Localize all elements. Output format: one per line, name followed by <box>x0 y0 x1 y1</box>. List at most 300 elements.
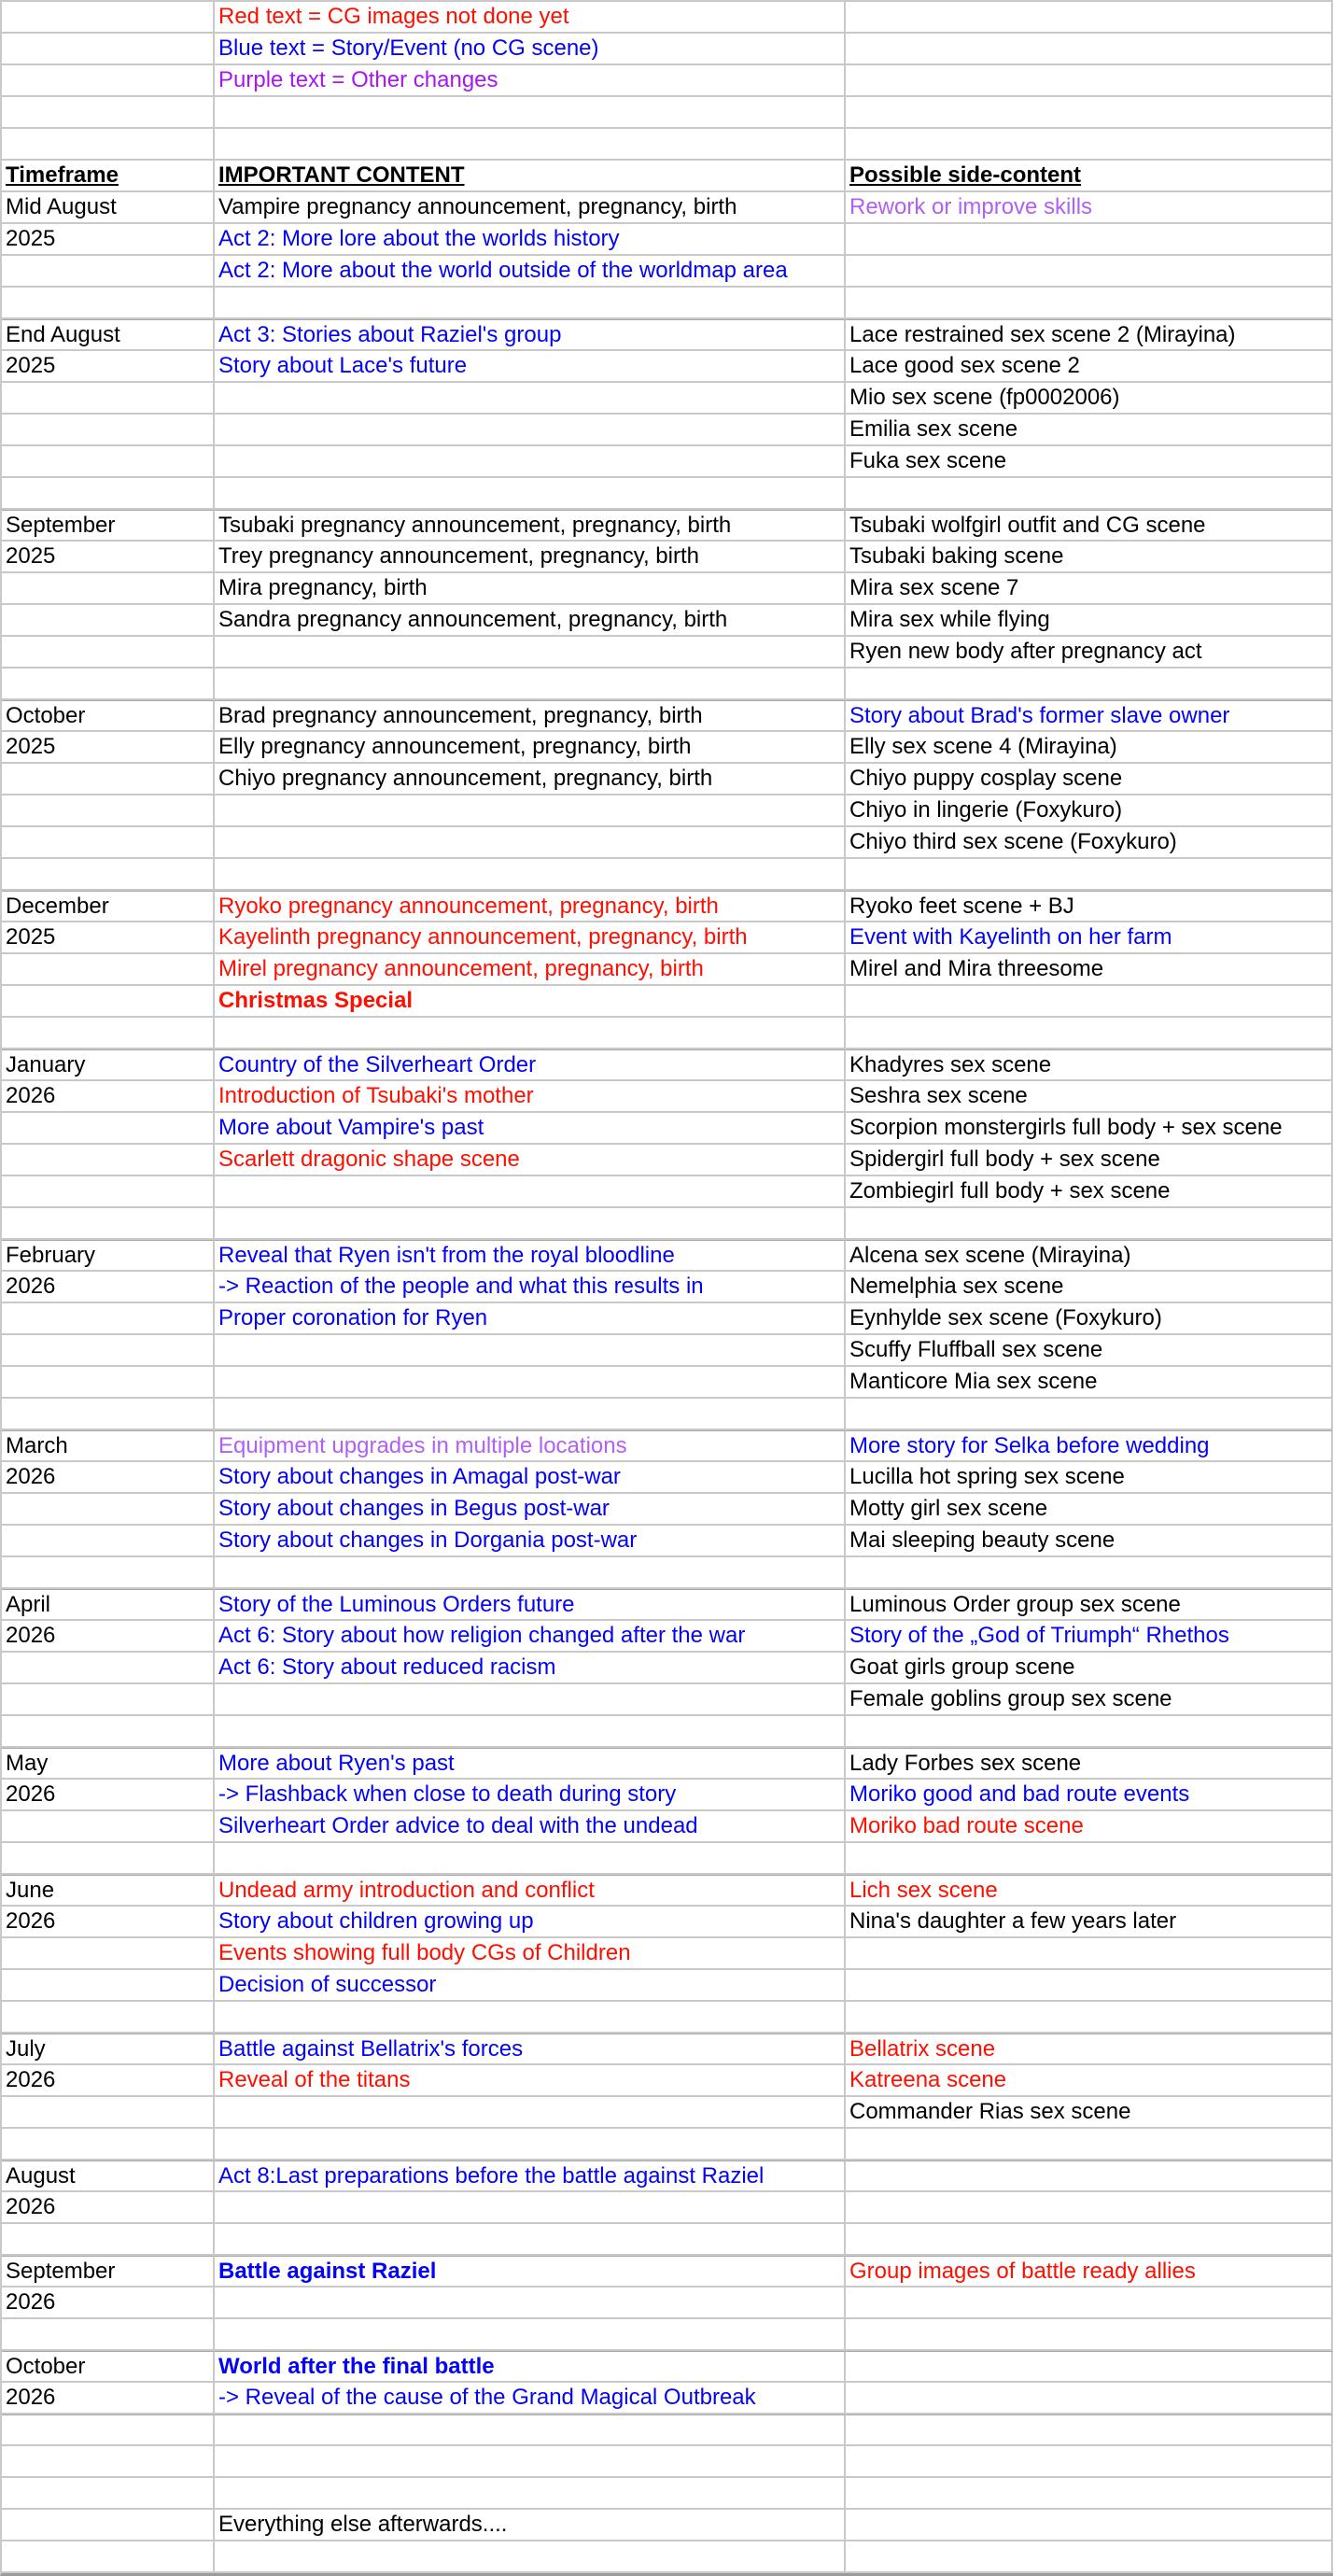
timeframe-cell <box>2 65 215 97</box>
side-content-cell: Emilia sex scene <box>846 415 1333 446</box>
important-content-cell: Vampire pregnancy announcement, pregnancy, birth <box>215 192 846 224</box>
timeframe-cell: 2026 <box>2 1621 215 1653</box>
table-row <box>2 1367 1333 1399</box>
timeframe-cell <box>2 1176 215 1208</box>
important-content-cell: Act 3: Stories about Raziel's group <box>215 319 846 351</box>
timeframe-cell: September <box>2 2256 215 2287</box>
legend-row <box>2 65 1333 97</box>
important-content-cell: Trey pregnancy announcement, pregnancy, birth <box>215 542 846 573</box>
side-content-cell: Luminous Order group sex scene <box>846 1589 1333 1621</box>
important-content-cell: Act 6: Story about reduced racism <box>215 1653 846 1684</box>
table-row <box>2 256 1333 288</box>
table-row <box>2 2002 1333 2034</box>
timeframe-cell <box>2 1526 215 1557</box>
side-content-cell: Moriko bad route scene <box>846 1811 1333 1843</box>
side-content-cell <box>846 129 1333 161</box>
table-row <box>2 2161 1333 2192</box>
side-content-cell <box>846 2478 1333 2510</box>
timeframe-cell: October <box>2 700 215 732</box>
important-content-cell: Elly pregnancy announcement, pregnancy, birth <box>215 732 846 764</box>
side-content-cell <box>846 2319 1333 2351</box>
timeframe-cell: 2025 <box>2 542 215 573</box>
timeframe-cell <box>2 446 215 478</box>
timeframe-cell: 2026 <box>2 2287 215 2319</box>
table-body <box>2 2 1333 2573</box>
side-content-cell: Mira sex while flying <box>846 605 1333 637</box>
side-content-cell: Spidergirl full body + sex scene <box>846 1145 1333 1176</box>
timeframe-cell <box>2 954 215 986</box>
timeframe-cell <box>2 986 215 1018</box>
important-content-cell: Kayelinth pregnancy announcement, pregnancy, birth <box>215 922 846 954</box>
timeframe-cell: April <box>2 1589 215 1621</box>
timeframe-cell <box>2 256 215 288</box>
important-content-cell: Purple text = Other changes <box>215 65 846 97</box>
side-content-cell: Mirel and Mira threesome <box>846 954 1333 986</box>
table-row <box>2 224 1333 256</box>
timeframe-cell: Timeframe <box>2 161 215 192</box>
table-row <box>2 2192 1333 2224</box>
timeframe-cell: 2026 <box>2 1780 215 1811</box>
timeframe-cell: Mid August <box>2 192 215 224</box>
side-content-cell: Rework or improve skills <box>846 192 1333 224</box>
side-content-cell <box>846 2510 1333 2541</box>
timeframe-cell <box>2 1145 215 1176</box>
important-content-cell <box>215 859 846 891</box>
important-content-cell <box>215 2224 846 2256</box>
side-content-cell <box>846 1716 1333 1748</box>
table-row <box>2 129 1333 161</box>
table-row <box>2 2478 1333 2510</box>
important-content-cell: Blue text = Story/Event (no CG scene) <box>215 34 846 65</box>
side-content-cell <box>846 478 1333 510</box>
side-content-cell <box>846 2541 1333 2573</box>
timeframe-cell <box>2 1208 215 1240</box>
important-content-cell: World after the final battle <box>215 2351 846 2383</box>
important-content-cell: Act 6: Story about how religion changed after the war <box>215 1621 846 1653</box>
important-content-cell: Mirel pregnancy announcement, pregnancy, birth <box>215 954 846 986</box>
timeframe-cell <box>2 97 215 129</box>
important-content-cell: Story about Lace's future <box>215 351 846 383</box>
side-content-cell: Chiyo third sex scene (Foxykuro) <box>846 827 1333 859</box>
table-row <box>2 2256 1333 2287</box>
important-content-cell <box>215 2129 846 2161</box>
table-row <box>2 2510 1333 2541</box>
important-content-cell <box>215 795 846 827</box>
timeframe-cell <box>2 1716 215 1748</box>
timeframe-cell <box>2 637 215 669</box>
table-row <box>2 351 1333 383</box>
timeframe-cell: 2026 <box>2 2192 215 2224</box>
table-row <box>2 97 1333 129</box>
timeframe-cell: 2025 <box>2 922 215 954</box>
important-content-cell: Everything else afterwards.... <box>215 2510 846 2541</box>
side-content-cell <box>846 1399 1333 1430</box>
timeframe-cell: February <box>2 1240 215 1272</box>
table-row <box>2 700 1333 732</box>
side-content-cell: Katreena scene <box>846 2065 1333 2097</box>
timeframe-cell <box>2 827 215 859</box>
side-content-cell: Story about Brad's former slave owner <box>846 700 1333 732</box>
timeframe-cell <box>2 1113 215 1145</box>
table-row <box>2 2541 1333 2573</box>
table-row <box>2 2383 1333 2414</box>
table-row <box>2 510 1333 542</box>
timeframe-cell <box>2 1494 215 1526</box>
timeframe-cell: 2025 <box>2 224 215 256</box>
important-content-cell: Scarlett dragonic shape scene <box>215 1145 846 1176</box>
table-row <box>2 605 1333 637</box>
table-row <box>2 1653 1333 1684</box>
legend-row <box>2 2 1333 34</box>
table-row <box>2 1970 1333 2002</box>
side-content-cell: Moriko good and bad route events <box>846 1780 1333 1811</box>
important-content-cell <box>215 2319 846 2351</box>
important-content-cell <box>215 2478 846 2510</box>
side-content-cell: Ryen new body after pregnancy act <box>846 637 1333 669</box>
important-content-cell <box>215 1399 846 1430</box>
important-content-cell <box>215 1335 846 1367</box>
side-content-cell <box>846 1557 1333 1589</box>
table-row <box>2 827 1333 859</box>
important-content-cell <box>215 2002 846 2034</box>
important-content-cell: More about Ryen's past <box>215 1748 846 1780</box>
table-row <box>2 1303 1333 1335</box>
side-content-cell: Mai sleeping beauty scene <box>846 1526 1333 1557</box>
important-content-cell: Act 2: More about the world outside of the worldmap area <box>215 256 846 288</box>
timeframe-cell <box>2 2478 215 2510</box>
table-row <box>2 2446 1333 2478</box>
table-row <box>2 1843 1333 1875</box>
table-row <box>2 1462 1333 1494</box>
table-row <box>2 1907 1333 1938</box>
important-content-cell <box>215 1367 846 1399</box>
side-content-cell: Chiyo puppy cosplay scene <box>846 764 1333 795</box>
side-content-cell <box>846 2224 1333 2256</box>
table-row <box>2 669 1333 700</box>
table-row <box>2 288 1333 319</box>
side-content-cell: More story for Selka before wedding <box>846 1430 1333 1462</box>
table-row <box>2 1208 1333 1240</box>
important-content-cell <box>215 1176 846 1208</box>
important-content-cell: Story about changes in Begus post-war <box>215 1494 846 1526</box>
timeframe-cell: March <box>2 1430 215 1462</box>
important-content-cell: Battle against Bellatrix's forces <box>215 2034 846 2065</box>
important-content-cell: Tsubaki pregnancy announcement, pregnancy, birth <box>215 510 846 542</box>
important-content-cell <box>215 129 846 161</box>
important-content-cell <box>215 2541 846 2573</box>
timeframe-cell <box>2 1367 215 1399</box>
table-row <box>2 2414 1333 2446</box>
table-row <box>2 732 1333 764</box>
table-row <box>2 1145 1333 1176</box>
timeframe-cell <box>2 2541 215 2573</box>
side-content-cell: Scorpion monstergirls full body + sex scene <box>846 1113 1333 1145</box>
table-row <box>2 1875 1333 1907</box>
table-row <box>2 1049 1333 1081</box>
important-content-cell: Christmas Special <box>215 986 846 1018</box>
side-content-cell <box>846 34 1333 65</box>
timeframe-cell <box>2 1684 215 1716</box>
side-content-cell <box>846 1208 1333 1240</box>
important-content-cell: Story of the Luminous Orders future <box>215 1589 846 1621</box>
table-row <box>2 2224 1333 2256</box>
side-content-cell: Goat girls group scene <box>846 1653 1333 1684</box>
timeframe-cell: 2026 <box>2 2065 215 2097</box>
side-content-cell: Story of the „God of Triumph“ Rhethos <box>846 1621 1333 1653</box>
table-row <box>2 1526 1333 1557</box>
timeframe-cell <box>2 2224 215 2256</box>
side-content-cell <box>846 1938 1333 1970</box>
side-content-cell: Group images of battle ready allies <box>846 2256 1333 2287</box>
important-content-cell <box>215 478 846 510</box>
table-row <box>2 891 1333 922</box>
side-content-cell: Lich sex scene <box>846 1875 1333 1907</box>
side-content-cell: Manticore Mia sex scene <box>846 1367 1333 1399</box>
timeframe-cell: January <box>2 1049 215 1081</box>
table-row <box>2 1748 1333 1780</box>
important-content-cell: Red text = CG images not done yet <box>215 2 846 34</box>
table-row <box>2 2129 1333 2161</box>
important-content-cell: Country of the Silverheart Order <box>215 1049 846 1081</box>
important-content-cell <box>215 2446 846 2478</box>
side-content-cell: Eynhylde sex scene (Foxykuro) <box>846 1303 1333 1335</box>
table-row <box>2 1430 1333 1462</box>
table-row <box>2 2065 1333 2097</box>
side-content-cell: Chiyo in lingerie (Foxykuro) <box>846 795 1333 827</box>
important-content-cell <box>215 1716 846 1748</box>
side-content-cell: Event with Kayelinth on her farm <box>846 922 1333 954</box>
important-content-cell: Battle against Raziel <box>215 2256 846 2287</box>
side-content-cell: Mira sex scene 7 <box>846 573 1333 605</box>
side-content-cell <box>846 224 1333 256</box>
timeframe-cell: 2025 <box>2 732 215 764</box>
important-content-cell <box>215 827 846 859</box>
table-row <box>2 795 1333 827</box>
important-content-cell: Act 2: More lore about the worlds history <box>215 224 846 256</box>
timeframe-cell <box>2 2 215 34</box>
side-content-cell <box>846 1018 1333 1049</box>
side-content-cell: Scuffy Fluffball sex scene <box>846 1335 1333 1367</box>
important-content-cell: IMPORTANT CONTENT <box>215 161 846 192</box>
important-content-cell <box>215 2414 846 2446</box>
timeframe-cell: July <box>2 2034 215 2065</box>
table-row <box>2 1589 1333 1621</box>
timeframe-cell <box>2 2097 215 2129</box>
timeframe-cell: 2026 <box>2 2383 215 2414</box>
timeframe-cell <box>2 1938 215 1970</box>
important-content-cell <box>215 2192 846 2224</box>
timeframe-cell: August <box>2 2161 215 2192</box>
important-content-cell <box>215 1018 846 1049</box>
timeframe-cell <box>2 129 215 161</box>
table-row <box>2 1811 1333 1843</box>
table-row <box>2 478 1333 510</box>
table-row <box>2 1716 1333 1748</box>
side-content-cell <box>846 2 1333 34</box>
side-content-cell <box>846 2446 1333 2478</box>
important-content-cell: Ryoko pregnancy announcement, pregnancy, birth <box>215 891 846 922</box>
timeframe-cell <box>2 34 215 65</box>
important-content-cell <box>215 415 846 446</box>
timeframe-cell <box>2 1018 215 1049</box>
important-content-cell: -> Reaction of the people and what this results in <box>215 1272 846 1303</box>
important-content-cell <box>215 1557 846 1589</box>
side-content-cell <box>846 669 1333 700</box>
timeframe-cell <box>2 605 215 637</box>
important-content-cell <box>215 2097 846 2129</box>
important-content-cell: Silverheart Order advice to deal with the undead <box>215 1811 846 1843</box>
side-content-cell: Lace restrained sex scene 2 (Mirayina) <box>846 319 1333 351</box>
timeframe-cell <box>2 383 215 415</box>
important-content-cell: Proper coronation for Ryen <box>215 1303 846 1335</box>
timeframe-cell <box>2 2510 215 2541</box>
table-row <box>2 922 1333 954</box>
important-content-cell: -> Reveal of the cause of the Grand Magical Outbreak <box>215 2383 846 2414</box>
table-row <box>2 1176 1333 1208</box>
side-content-cell <box>846 65 1333 97</box>
side-content-cell: Bellatrix scene <box>846 2034 1333 2065</box>
table-row <box>2 542 1333 573</box>
side-content-cell: Mio sex scene (fp0002006) <box>846 383 1333 415</box>
important-content-cell: Chiyo pregnancy announcement, pregnancy, birth <box>215 764 846 795</box>
important-content-cell: Reveal of the titans <box>215 2065 846 2097</box>
side-content-cell: Lace good sex scene 2 <box>846 351 1333 383</box>
side-content-cell <box>846 2161 1333 2192</box>
table-row <box>2 986 1333 1018</box>
side-content-cell <box>846 986 1333 1018</box>
table-row <box>2 1684 1333 1716</box>
side-content-cell: Elly sex scene 4 (Mirayina) <box>846 732 1333 764</box>
timeframe-cell: May <box>2 1748 215 1780</box>
important-content-cell <box>215 1208 846 1240</box>
side-content-cell: Commander Rias sex scene <box>846 2097 1333 2129</box>
table-row <box>2 2319 1333 2351</box>
important-content-cell <box>215 383 846 415</box>
side-content-cell: Lady Forbes sex scene <box>846 1748 1333 1780</box>
side-content-cell: Ryoko feet scene + BJ <box>846 891 1333 922</box>
important-content-cell: Reveal that Ryen isn't from the royal bloodline <box>215 1240 846 1272</box>
important-content-cell: Mira pregnancy, birth <box>215 573 846 605</box>
timeframe-cell <box>2 415 215 446</box>
timeframe-cell <box>2 2002 215 2034</box>
side-content-cell <box>846 859 1333 891</box>
timeframe-cell <box>2 1843 215 1875</box>
table-row <box>2 1113 1333 1145</box>
table-row <box>2 2287 1333 2319</box>
side-content-cell: Motty girl sex scene <box>846 1494 1333 1526</box>
table-row <box>2 192 1333 224</box>
timeframe-cell <box>2 2129 215 2161</box>
timeframe-cell <box>2 1811 215 1843</box>
side-content-cell: Nina's daughter a few years later <box>846 1907 1333 1938</box>
timeframe-cell <box>2 1303 215 1335</box>
table-row <box>2 954 1333 986</box>
table-row <box>2 1938 1333 1970</box>
table-row <box>2 383 1333 415</box>
important-content-cell: Brad pregnancy announcement, pregnancy, birth <box>215 700 846 732</box>
timeframe-cell <box>2 1335 215 1367</box>
important-content-cell <box>215 446 846 478</box>
table-row <box>2 573 1333 605</box>
side-content-cell <box>846 97 1333 129</box>
side-content-cell <box>846 2351 1333 2383</box>
important-content-cell: Story about changes in Amagal post-war <box>215 1462 846 1494</box>
side-content-cell <box>846 2129 1333 2161</box>
side-content-cell <box>846 2287 1333 2319</box>
side-content-cell: Zombiegirl full body + sex scene <box>846 1176 1333 1208</box>
important-content-cell <box>215 1684 846 1716</box>
table-row <box>2 1399 1333 1430</box>
table-row <box>2 1621 1333 1653</box>
header-row <box>2 161 1333 192</box>
important-content-cell <box>215 637 846 669</box>
table-row <box>2 2351 1333 2383</box>
side-content-cell: Nemelphia sex scene <box>846 1272 1333 1303</box>
side-content-cell <box>846 288 1333 319</box>
table-row <box>2 764 1333 795</box>
side-content-cell: Female goblins group sex scene <box>846 1684 1333 1716</box>
side-content-cell: Alcena sex scene (Mirayina) <box>846 1240 1333 1272</box>
timeframe-cell: October <box>2 2351 215 2383</box>
important-content-cell: Events showing full body CGs of Children <box>215 1938 846 1970</box>
side-content-cell: Khadyres sex scene <box>846 1049 1333 1081</box>
important-content-cell <box>215 97 846 129</box>
timeframe-cell <box>2 1557 215 1589</box>
table-row <box>2 1494 1333 1526</box>
side-content-cell: Tsubaki baking scene <box>846 542 1333 573</box>
legend-row <box>2 34 1333 65</box>
timeframe-cell: December <box>2 891 215 922</box>
important-content-cell: Equipment upgrades in multiple locations <box>215 1430 846 1462</box>
side-content-cell: Tsubaki wolfgirl outfit and CG scene <box>846 510 1333 542</box>
timeframe-cell <box>2 1399 215 1430</box>
timeframe-cell <box>2 2446 215 2478</box>
side-content-cell: Fuka sex scene <box>846 446 1333 478</box>
important-content-cell <box>215 2287 846 2319</box>
side-content-cell <box>846 2192 1333 2224</box>
timeframe-cell: 2025 <box>2 351 215 383</box>
table-row <box>2 859 1333 891</box>
table-row <box>2 1018 1333 1049</box>
important-content-cell <box>215 288 846 319</box>
timeframe-cell <box>2 669 215 700</box>
side-content-cell <box>846 256 1333 288</box>
side-content-cell <box>846 2002 1333 2034</box>
important-content-cell: Undead army introduction and conflict <box>215 1875 846 1907</box>
timeframe-cell: 2026 <box>2 1462 215 1494</box>
timeframe-cell: June <box>2 1875 215 1907</box>
important-content-cell: Sandra pregnancy announcement, pregnancy, birth <box>215 605 846 637</box>
side-content-cell: Possible side-content <box>846 161 1333 192</box>
timeframe-cell: September <box>2 510 215 542</box>
table-row <box>2 1557 1333 1589</box>
timeframe-cell <box>2 2319 215 2351</box>
table-row <box>2 1780 1333 1811</box>
timeframe-cell <box>2 764 215 795</box>
timeframe-cell <box>2 1653 215 1684</box>
side-content-cell: Seshra sex scene <box>846 1081 1333 1113</box>
side-content-cell: Lucilla hot spring sex scene <box>846 1462 1333 1494</box>
important-content-cell: Act 8:Last preparations before the battle against Raziel <box>215 2161 846 2192</box>
timeframe-cell: 2026 <box>2 1272 215 1303</box>
timeframe-cell <box>2 859 215 891</box>
important-content-cell: More about Vampire's past <box>215 1113 846 1145</box>
table-row <box>2 319 1333 351</box>
table-row <box>2 1081 1333 1113</box>
side-content-cell <box>846 1970 1333 2002</box>
table-row <box>2 1240 1333 1272</box>
timeframe-cell <box>2 478 215 510</box>
